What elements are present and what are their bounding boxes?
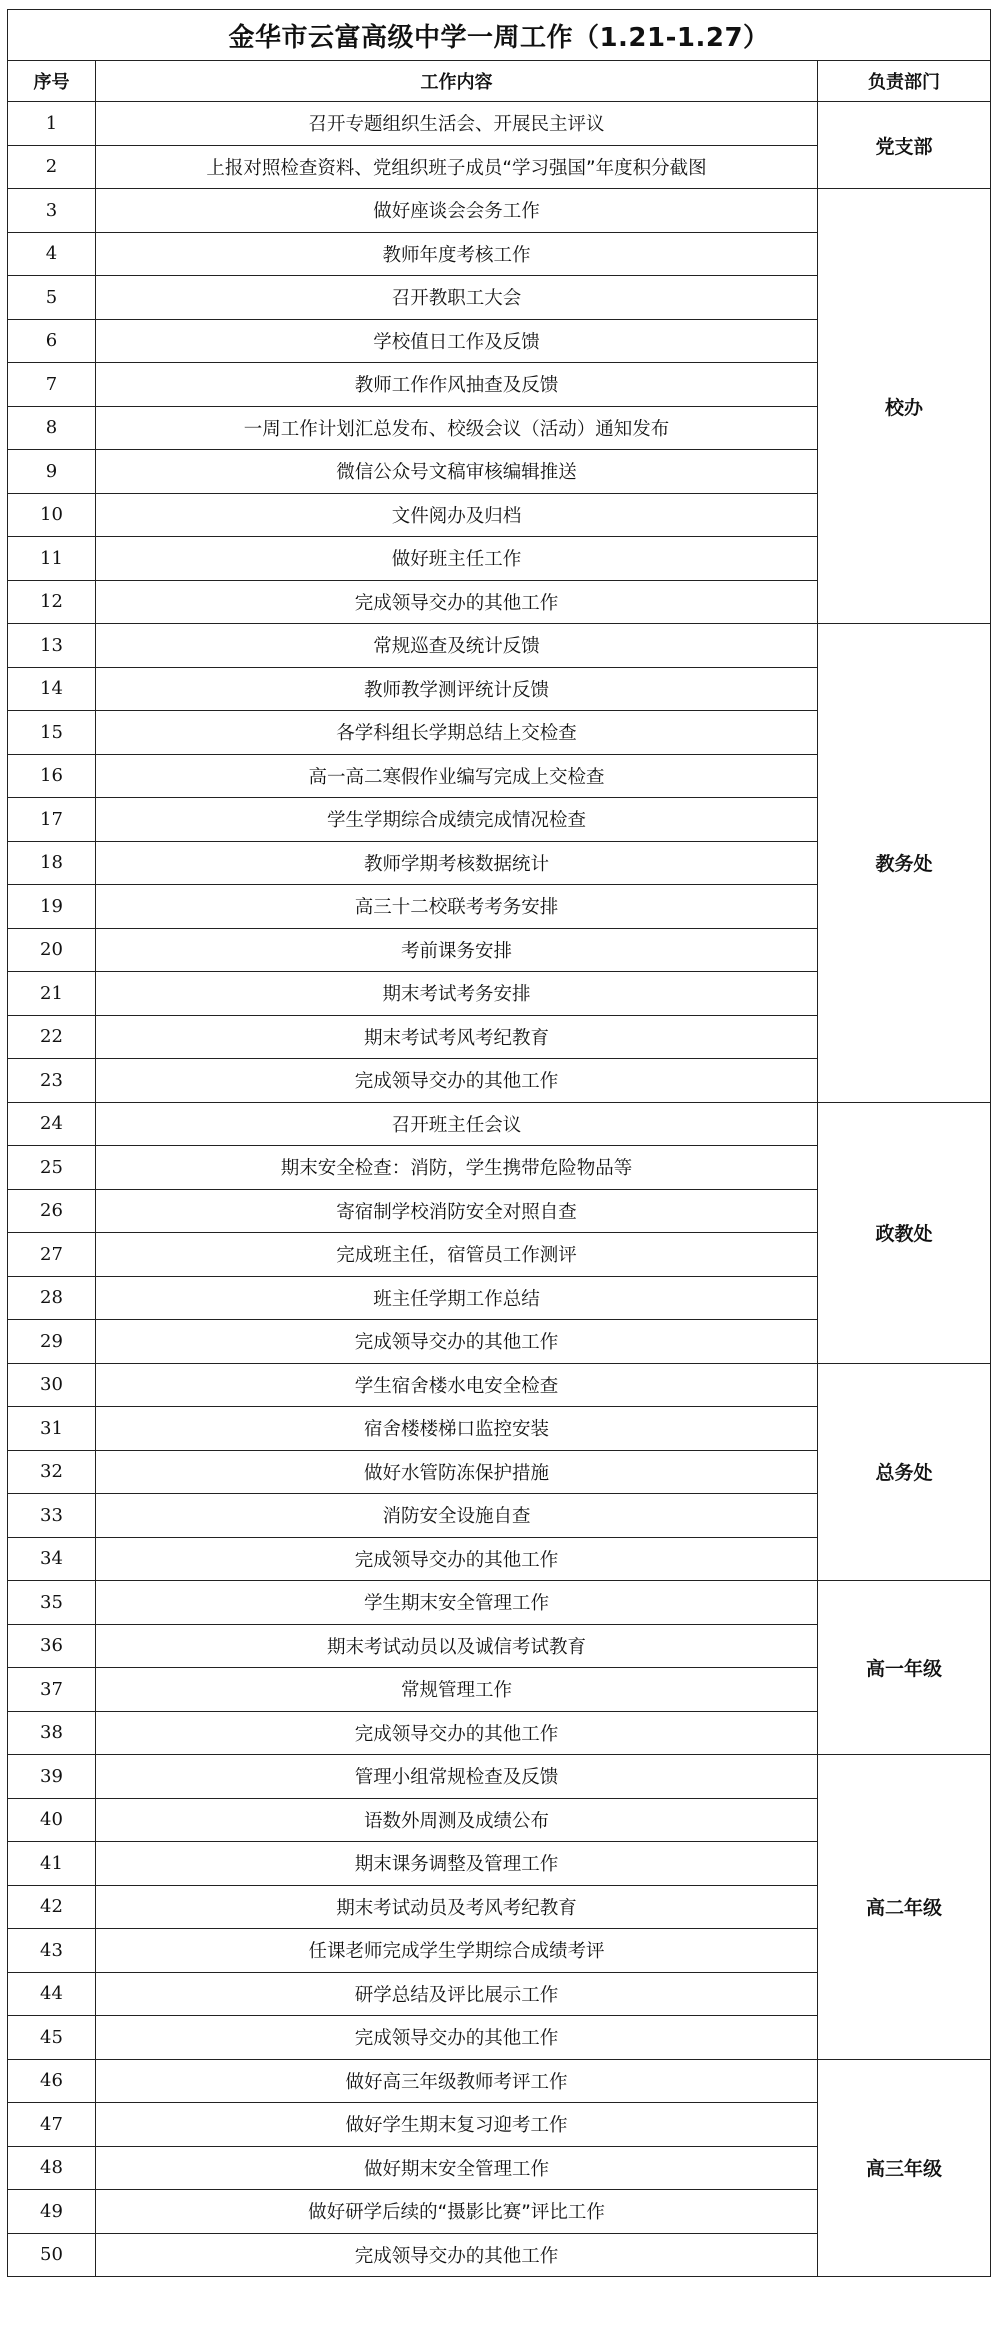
task-content: 研学总结及评比展示工作 <box>96 1972 818 2016</box>
row-number: 28 <box>8 1276 96 1320</box>
row-number: 19 <box>8 885 96 929</box>
task-content: 期末考试动员及考风考纪教育 <box>96 1885 818 1929</box>
row-number: 7 <box>8 363 96 407</box>
table-row <box>8 189 991 233</box>
row-number: 40 <box>8 1798 96 1842</box>
task-content: 教师教学测评统计反馈 <box>96 667 818 711</box>
task-content: 期末考试考务安排 <box>96 972 818 1016</box>
task-content: 期末考试动员以及诚信考试教育 <box>96 1624 818 1668</box>
row-number: 39 <box>8 1755 96 1799</box>
table-row <box>8 1581 991 1625</box>
task-content: 上报对照检查资料、党组织班子成员“学习强国”年度积分截图 <box>96 145 818 189</box>
row-number: 14 <box>8 667 96 711</box>
task-content: 教师工作作风抽查及反馈 <box>96 363 818 407</box>
row-number: 23 <box>8 1059 96 1103</box>
task-content: 消防安全设施自查 <box>96 1494 818 1538</box>
task-content: 期末考试考风考纪教育 <box>96 1015 818 1059</box>
row-number: 22 <box>8 1015 96 1059</box>
task-content: 完成领导交办的其他工作 <box>96 1537 818 1581</box>
row-number: 27 <box>8 1233 96 1277</box>
task-content: 管理小组常规检查及反馈 <box>96 1755 818 1799</box>
task-content: 完成领导交办的其他工作 <box>96 2233 818 2277</box>
task-content: 完成领导交办的其他工作 <box>96 1320 818 1364</box>
row-number: 36 <box>8 1624 96 1668</box>
row-number: 10 <box>8 493 96 537</box>
task-content: 一周工作计划汇总发布、校级会议（活动）通知发布 <box>96 406 818 450</box>
task-content: 语数外周测及成绩公布 <box>96 1798 818 1842</box>
row-number: 31 <box>8 1407 96 1451</box>
task-content: 常规巡查及统计反馈 <box>96 624 818 668</box>
task-content: 做好研学后续的“摄影比赛”评比工作 <box>96 2190 818 2234</box>
row-number: 17 <box>8 798 96 842</box>
header-no: 序号 <box>8 61 96 102</box>
task-content: 学生学期综合成绩完成情况检查 <box>96 798 818 842</box>
task-content: 完成领导交办的其他工作 <box>96 1711 818 1755</box>
task-content: 考前课务安排 <box>96 928 818 972</box>
weekly-work-table <box>7 9 991 2277</box>
table-row <box>8 2059 991 2103</box>
row-number: 15 <box>8 711 96 755</box>
row-number: 8 <box>8 406 96 450</box>
table-body <box>8 102 991 2277</box>
task-content: 微信公众号文稿审核编辑推送 <box>96 450 818 494</box>
row-number: 16 <box>8 754 96 798</box>
row-number: 48 <box>8 2146 96 2190</box>
row-number: 41 <box>8 1842 96 1886</box>
department-cell: 校办 <box>818 189 991 624</box>
table-title: 金华市云富高级中学一周工作（1.21-1.27） <box>8 10 991 61</box>
row-number: 25 <box>8 1146 96 1190</box>
department-cell: 高二年级 <box>818 1755 991 2060</box>
row-number: 4 <box>8 232 96 276</box>
task-content: 期末课务调整及管理工作 <box>96 1842 818 1886</box>
row-number: 12 <box>8 580 96 624</box>
task-content: 文件阅办及归档 <box>96 493 818 537</box>
task-content: 寄宿制学校消防安全对照自查 <box>96 1189 818 1233</box>
table-row <box>8 1363 991 1407</box>
task-content: 做好座谈会会务工作 <box>96 189 818 233</box>
department-cell: 高三年级 <box>818 2059 991 2277</box>
task-content: 高三十二校联考考务安排 <box>96 885 818 929</box>
task-content: 期末安全检查：消防，学生携带危险物品等 <box>96 1146 818 1190</box>
row-number: 13 <box>8 624 96 668</box>
task-content: 完成班主任，宿管员工作测评 <box>96 1233 818 1277</box>
row-number: 49 <box>8 2190 96 2234</box>
table-row <box>8 1102 991 1146</box>
task-content: 高一高二寒假作业编写完成上交检查 <box>96 754 818 798</box>
department-cell: 教务处 <box>818 624 991 1103</box>
row-number: 44 <box>8 1972 96 2016</box>
task-content: 做好班主任工作 <box>96 537 818 581</box>
table-row <box>8 1755 991 1799</box>
row-number: 45 <box>8 2016 96 2060</box>
task-content: 做好期末安全管理工作 <box>96 2146 818 2190</box>
row-number: 5 <box>8 276 96 320</box>
task-content: 做好高三年级教师考评工作 <box>96 2059 818 2103</box>
row-number: 20 <box>8 928 96 972</box>
row-number: 18 <box>8 841 96 885</box>
row-number: 30 <box>8 1363 96 1407</box>
row-number: 24 <box>8 1102 96 1146</box>
task-content: 召开教职工大会 <box>96 276 818 320</box>
table-row <box>8 624 991 668</box>
task-content: 召开专题组织生活会、开展民主评议 <box>96 102 818 146</box>
row-number: 32 <box>8 1450 96 1494</box>
row-number: 38 <box>8 1711 96 1755</box>
task-content: 教师年度考核工作 <box>96 232 818 276</box>
header-content: 工作内容 <box>96 61 818 102</box>
department-cell: 党支部 <box>818 102 991 189</box>
task-content: 完成领导交办的其他工作 <box>96 2016 818 2060</box>
table-row <box>8 102 991 146</box>
task-content: 完成领导交办的其他工作 <box>96 580 818 624</box>
row-number: 42 <box>8 1885 96 1929</box>
row-number: 2 <box>8 145 96 189</box>
task-content: 教师学期考核数据统计 <box>96 841 818 885</box>
department-cell: 高一年级 <box>818 1581 991 1755</box>
row-number: 46 <box>8 2059 96 2103</box>
row-number: 9 <box>8 450 96 494</box>
row-number: 1 <box>8 102 96 146</box>
row-number: 26 <box>8 1189 96 1233</box>
task-content: 召开班主任会议 <box>96 1102 818 1146</box>
department-cell: 总务处 <box>818 1363 991 1581</box>
row-number: 11 <box>8 537 96 581</box>
row-number: 37 <box>8 1668 96 1712</box>
task-content: 学生宿舍楼水电安全检查 <box>96 1363 818 1407</box>
task-content: 任课老师完成学生学期综合成绩考评 <box>96 1929 818 1973</box>
task-content: 宿舍楼楼梯口监控安装 <box>96 1407 818 1451</box>
row-number: 43 <box>8 1929 96 1973</box>
schedule-sheet <box>7 9 990 2277</box>
task-content: 完成领导交办的其他工作 <box>96 1059 818 1103</box>
task-content: 各学科组长学期总结上交检查 <box>96 711 818 755</box>
row-number: 33 <box>8 1494 96 1538</box>
task-content: 班主任学期工作总结 <box>96 1276 818 1320</box>
row-number: 35 <box>8 1581 96 1625</box>
row-number: 29 <box>8 1320 96 1364</box>
task-content: 学校值日工作及反馈 <box>96 319 818 363</box>
row-number: 3 <box>8 189 96 233</box>
row-number: 34 <box>8 1537 96 1581</box>
header-dept: 负责部门 <box>818 61 991 102</box>
task-content: 常规管理工作 <box>96 1668 818 1712</box>
department-cell: 政教处 <box>818 1102 991 1363</box>
task-content: 做好学生期末复习迎考工作 <box>96 2103 818 2147</box>
row-number: 21 <box>8 972 96 1016</box>
row-number: 50 <box>8 2233 96 2277</box>
task-content: 学生期末安全管理工作 <box>96 1581 818 1625</box>
task-content: 做好水管防冻保护措施 <box>96 1450 818 1494</box>
row-number: 6 <box>8 319 96 363</box>
row-number: 47 <box>8 2103 96 2147</box>
